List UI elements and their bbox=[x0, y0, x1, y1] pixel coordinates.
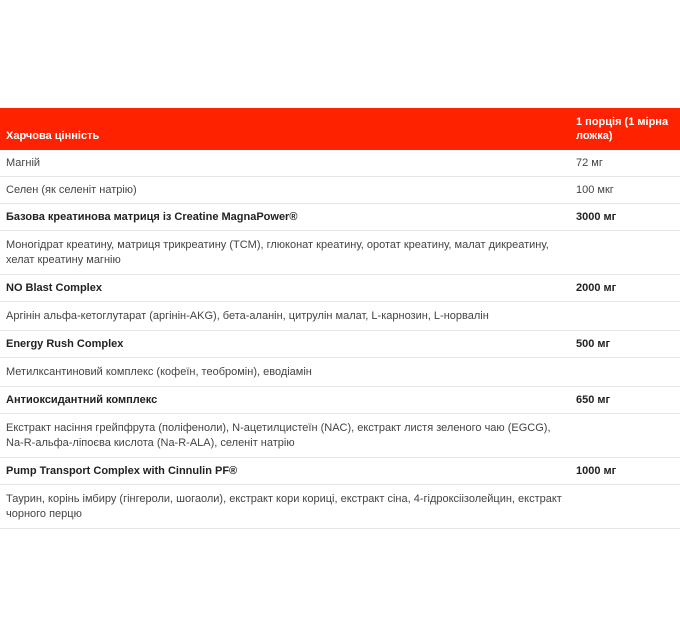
table-row bbox=[0, 275, 680, 302]
table-row bbox=[0, 485, 680, 529]
table-row bbox=[0, 204, 680, 231]
table-row bbox=[0, 302, 680, 331]
row-value: 2000 мг bbox=[568, 275, 680, 302]
row-value bbox=[568, 358, 680, 387]
header-nutrition-value: Харчова цінність bbox=[6, 130, 100, 142]
row-name: Екстракт насіння грейпфрута (поліфеноли), N-ацетилцистеїн (NAC), екстракт листя зеленого чаю (EGCG), Na-R-альфа-ліпоєва кислота (Na-R-ALA), селеніт натрію bbox=[0, 414, 568, 458]
row-name: Базова креатинова матриця із Creatine MagnaPower® bbox=[0, 204, 568, 231]
row-value: 3000 мг bbox=[568, 204, 680, 231]
row-name: NO Blast Complex bbox=[0, 275, 568, 302]
row-value bbox=[568, 302, 680, 331]
table-row bbox=[0, 331, 680, 358]
row-value bbox=[568, 414, 680, 458]
row-name: Аргінін альфа-кетоглутарат (аргінін-AKG), бета-аланін, цитрулін малат, L-карнозин, L-норвалін bbox=[0, 302, 568, 331]
row-value bbox=[568, 485, 680, 529]
table-header bbox=[0, 108, 680, 150]
row-name: Моногідрат креатину, матриця трикреатину (TCM), глюконат креатину, оротат креатину, малат дикреатину, хелат креатину магнію bbox=[0, 231, 568, 275]
table-row bbox=[0, 387, 680, 414]
row-value bbox=[568, 231, 680, 275]
row-name: Магній bbox=[0, 150, 568, 177]
table-row bbox=[0, 231, 680, 275]
row-value: 650 мг bbox=[568, 387, 680, 414]
row-value: 500 мг bbox=[568, 331, 680, 358]
row-name: Таурин, корінь імбиру (гінгероли, шогаоли), екстракт кори кориці, екстракт сіна, 4-гідроксіізолейцин, екстракт чорного перцю bbox=[0, 485, 568, 529]
table-row bbox=[0, 414, 680, 458]
table-body bbox=[0, 150, 680, 529]
row-name: Метилксантиновий комплекс (кофеїн, теобромін), еводіамін bbox=[0, 358, 568, 387]
table-row bbox=[0, 358, 680, 387]
row-name: Антиоксидантний комплекс bbox=[0, 387, 568, 414]
nutrition-table-container bbox=[0, 108, 680, 529]
row-value: 100 мкг bbox=[568, 177, 680, 204]
row-value: 1000 мг bbox=[568, 458, 680, 485]
row-name: Pump Transport Complex with Cinnulin PF® bbox=[0, 458, 568, 485]
table-row bbox=[0, 177, 680, 204]
table-row bbox=[0, 458, 680, 485]
header-serving: 1 порція (1 мірна ложка) bbox=[576, 116, 669, 142]
row-name: Energy Rush Complex bbox=[0, 331, 568, 358]
row-name: Селен (як селеніт натрію) bbox=[0, 177, 568, 204]
table-row bbox=[0, 150, 680, 177]
row-value: 72 мг bbox=[568, 150, 680, 177]
header-row bbox=[0, 108, 680, 150]
nutrition-facts-table bbox=[0, 108, 680, 529]
